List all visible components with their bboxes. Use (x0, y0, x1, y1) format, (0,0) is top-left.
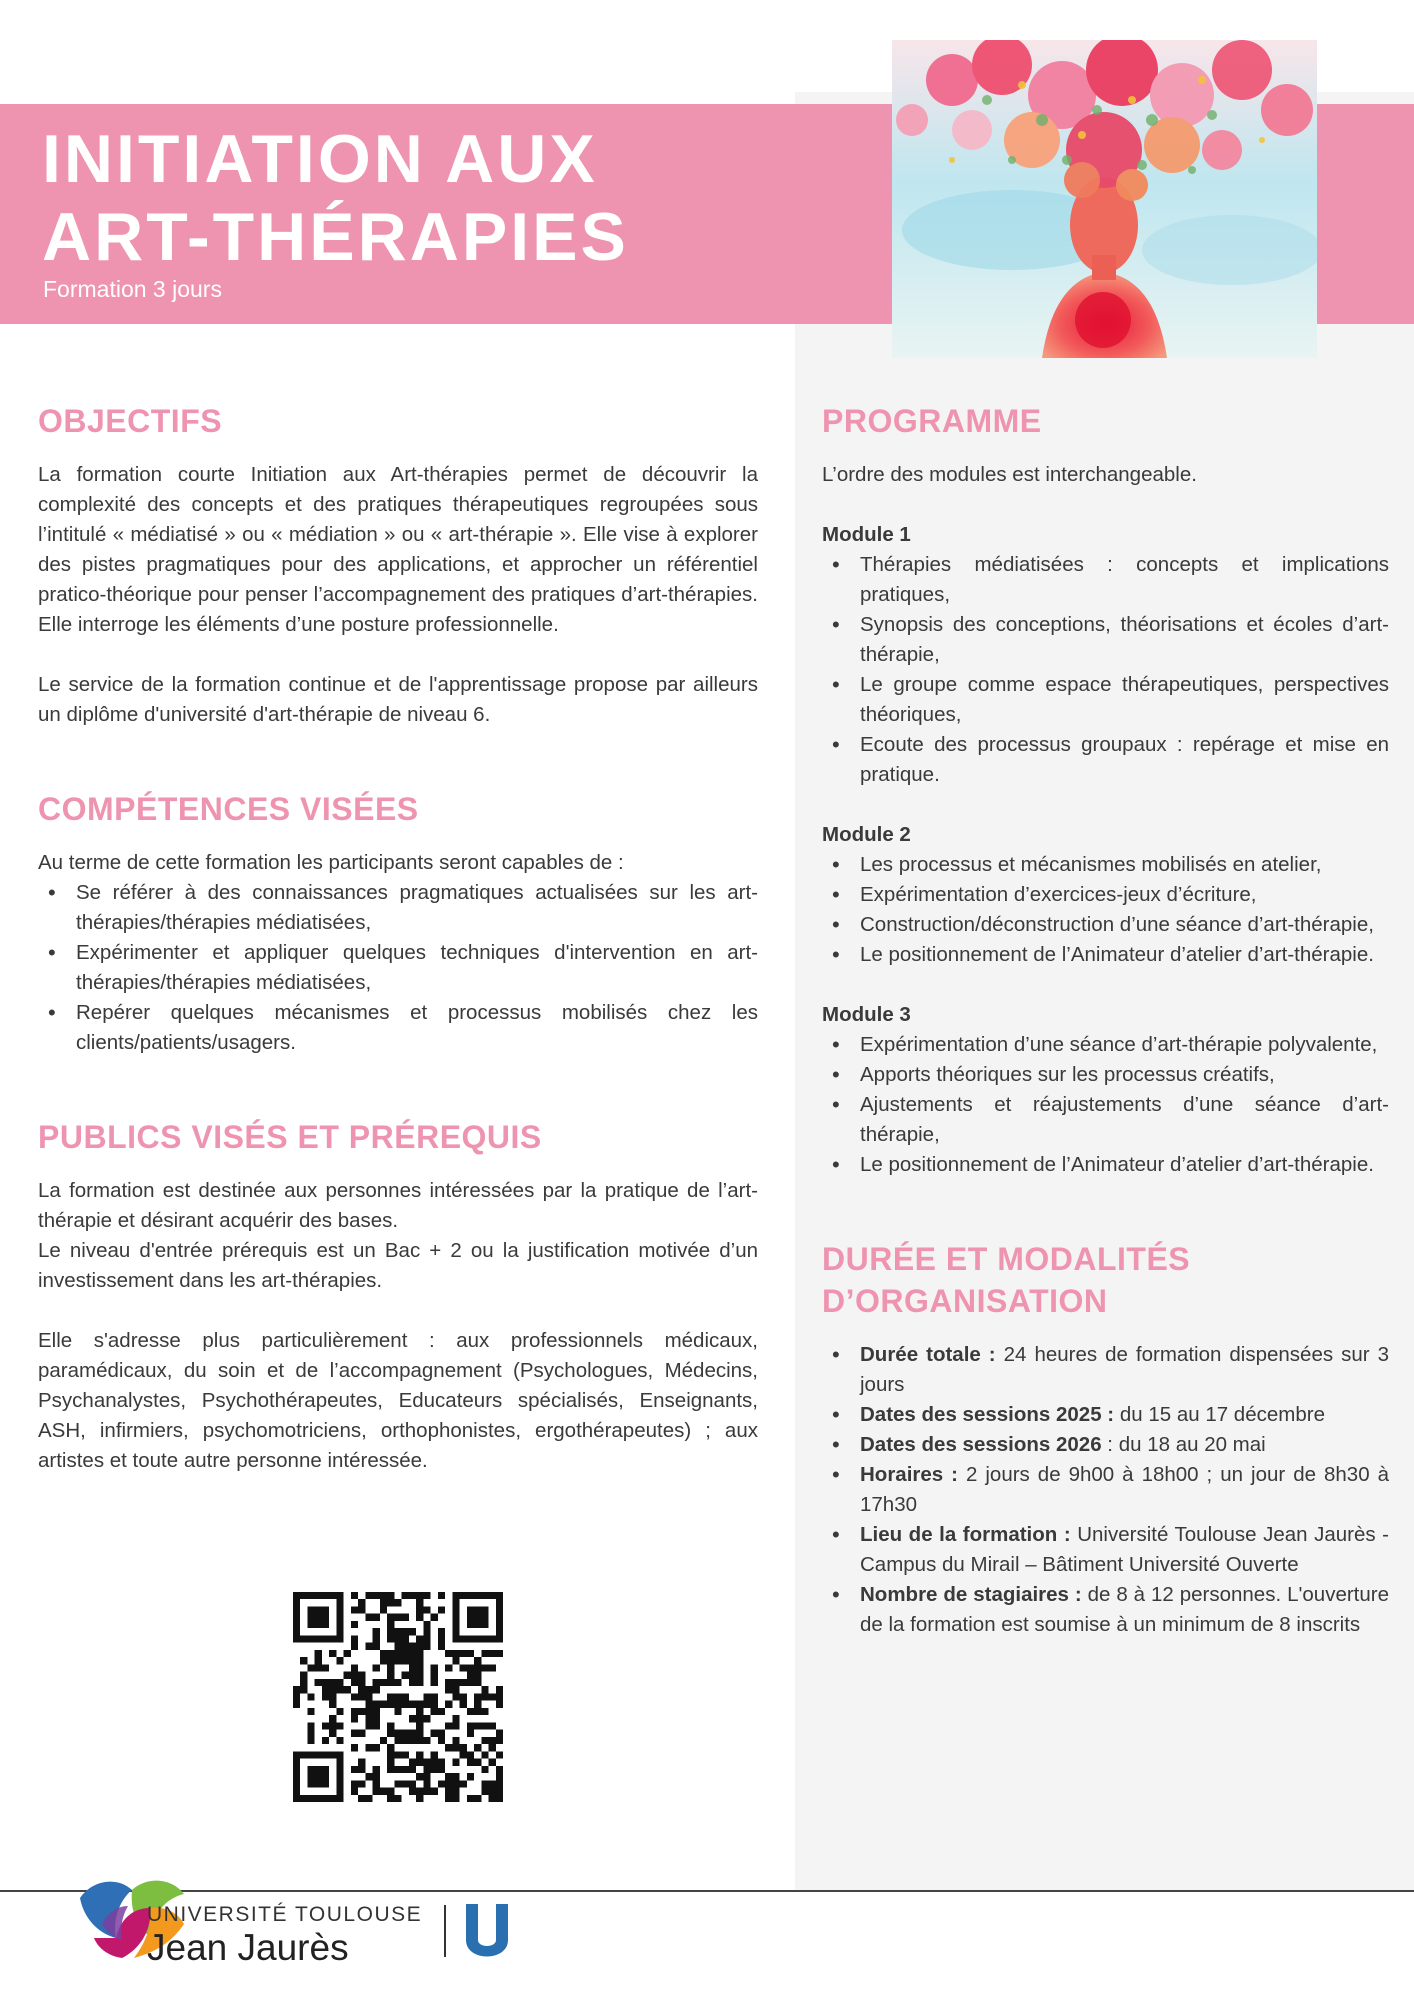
logo-line-2: Jean Jaurès (147, 1927, 349, 1968)
list-item (822, 1580, 1389, 1640)
item-value: Université Toulouse Jean Jaurès - Campus du Mirail – Bâtiment Université Ouverte (860, 1523, 1389, 1576)
list-item: • Le positionnement de l’Animateur d’atelier d’art-thérapie. (822, 1150, 1389, 1180)
item-value: 24 heures de formation dispensées sur 3 jours (860, 1343, 1389, 1396)
list-item (822, 1520, 1389, 1580)
list-item: • Synopsis des conceptions, théorisations et écoles d’art-thérapie, (822, 610, 1389, 670)
item-label: Dates des sessions 2025 : (860, 1403, 1115, 1426)
item-value: : du 18 au 20 mai (1101, 1433, 1266, 1456)
list-item: • Expérimentation d’une séance d’art-thérapie polyvalente, (822, 1030, 1389, 1060)
item-label: Lieu de la formation : (860, 1523, 1071, 1546)
competences-heading: COMPÉTENCES VISÉES (38, 791, 419, 827)
item-label: Durée totale : (860, 1343, 996, 1366)
module-3-title: Module 3 (822, 1003, 911, 1026)
u-logo-icon (462, 1902, 512, 1960)
list-item: • Le groupe comme espace thérapeutiques, perspectives théoriques, (822, 670, 1389, 730)
publics-paragraph-3: Elle s'adresse plus particulièrement : aux professionnels médicaux, paramédicaux, du soin et de l’accompagnement (Psychologues, Médecins, Psychanalystes, Psychothérapeutes, Educateurs spécialisés, Enseignants, ASH, infirmiers, psychomotriciens, orthophonistes, ergothérapeutes) ; aux artistes et toute autre personne intéressée. (38, 1329, 758, 1472)
right-column (822, 400, 1389, 1640)
objectifs-paragraph-2: Le service de la formation continue et de l'apprentissage propose par ailleurs un diplôme d'université d'art-thérapie de niveau 6. (38, 673, 758, 726)
list-item (822, 1400, 1389, 1430)
module-2-list (822, 850, 1389, 970)
item-label: Nombre de stagiaires : (860, 1583, 1082, 1606)
module-3-list (822, 1030, 1389, 1180)
list-item (822, 1430, 1389, 1460)
list-item (822, 1340, 1389, 1400)
list-item: • Ajustements et réajustements d’une séance d’art-thérapie, (822, 1090, 1389, 1150)
list-item: • Expérimenter et appliquer quelques techniques d'intervention en art-thérapies/thérapies médiatisées, (38, 938, 758, 998)
module-1-list (822, 550, 1389, 790)
left-column (38, 400, 758, 1476)
page-title (42, 120, 822, 276)
competences-intro: Au terme de cette formation les participants seront capables de : (38, 851, 624, 874)
item-value: du 15 au 17 décembre (1114, 1403, 1325, 1426)
programme-intro: L’ordre des modules est interchangeable. (822, 463, 1197, 486)
publics-heading: PUBLICS VISÉS ET PRÉREQUIS (38, 1119, 542, 1155)
list-item: • Expérimentation d’exercices-jeux d’écriture, (822, 880, 1389, 910)
duree-heading-line-2: D’ORGANISATION (822, 1283, 1108, 1319)
item-label: Dates des sessions 2026 (860, 1433, 1102, 1456)
competences-list (38, 878, 758, 1058)
hero-illustration (892, 40, 1317, 358)
qr-code[interactable] (293, 1592, 503, 1802)
page-subtitle: Formation 3 jours (43, 276, 222, 302)
title-line-2: ART-THÉRAPIES (42, 199, 629, 275)
list-item: • Repérer quelques mécanismes et processus mobilisés chez les clients/patients/usagers. (38, 998, 758, 1058)
list-item: • Thérapies médiatisées : concepts et implications pratiques, (822, 550, 1389, 610)
item-value: 2 jours de 9h00 à 18h00 ; un jour de 8h30 à 17h30 (860, 1463, 1389, 1516)
item-label: Horaires : (860, 1463, 958, 1486)
list-item: • Apports théoriques sur les processus créatifs, (822, 1060, 1389, 1090)
publics-paragraph-1: La formation est destinée aux personnes intéressées par la pratique de l’art-thérapie et désirant acquérir des bases. (38, 1179, 758, 1232)
duree-heading-line-1: DURÉE ET MODALITÉS (822, 1241, 1191, 1277)
list-item: • Construction/déconstruction d’une séance d’art-thérapie, (822, 910, 1389, 940)
duree-heading (822, 1238, 1389, 1322)
duree-list (822, 1340, 1389, 1640)
publics-paragraph-2: Le niveau d'entrée prérequis est un Bac + 2 ou la justification motivée d’un investissement dans les art-thérapies. (38, 1239, 758, 1292)
list-item: • Se référer à des connaissances pragmatiques actualisées sur les art-thérapies/thérapies médiatisées, (38, 878, 758, 938)
objectifs-heading: OBJECTIFS (38, 403, 223, 439)
module-2-title: Module 2 (822, 823, 911, 846)
programme-heading: PROGRAMME (822, 403, 1042, 439)
title-line-1: INITIATION AUX (42, 121, 598, 197)
list-item: • Ecoute des processus groupaux : repérage et mise en pratique. (822, 730, 1389, 790)
list-item: • Les processus et mécanismes mobilisés en atelier, (822, 850, 1389, 880)
module-1-title: Module 1 (822, 523, 911, 546)
list-item: • Le positionnement de l’Animateur d’atelier d’art-thérapie. (822, 940, 1389, 970)
footer-divider (0, 1890, 1414, 1892)
list-item (822, 1460, 1389, 1520)
objectifs-paragraph-1: La formation courte Initiation aux Art-thérapies permet de découvrir la complexité des concepts et des pratiques thérapeutiques regroupées sous l’intitulé « médiatisé » ou « médiation » ou « art-thérapie ». Elle vise à explorer des pistes pragmatiques pour des applications, et approcher un référentiel pratico-théorique pour penser l’accompagnement des pratiques d’art-thérapies. Elle interroge les éléments d’une posture professionnelle. (38, 463, 758, 636)
item-value: de 8 à 12 personnes. L'ouverture de la formation est soumise à un minimum de 8 inscrits (860, 1583, 1389, 1636)
logo-separator (444, 1905, 446, 1957)
logo-line-1: UNIVERSITÉ TOULOUSE (147, 1903, 423, 1926)
